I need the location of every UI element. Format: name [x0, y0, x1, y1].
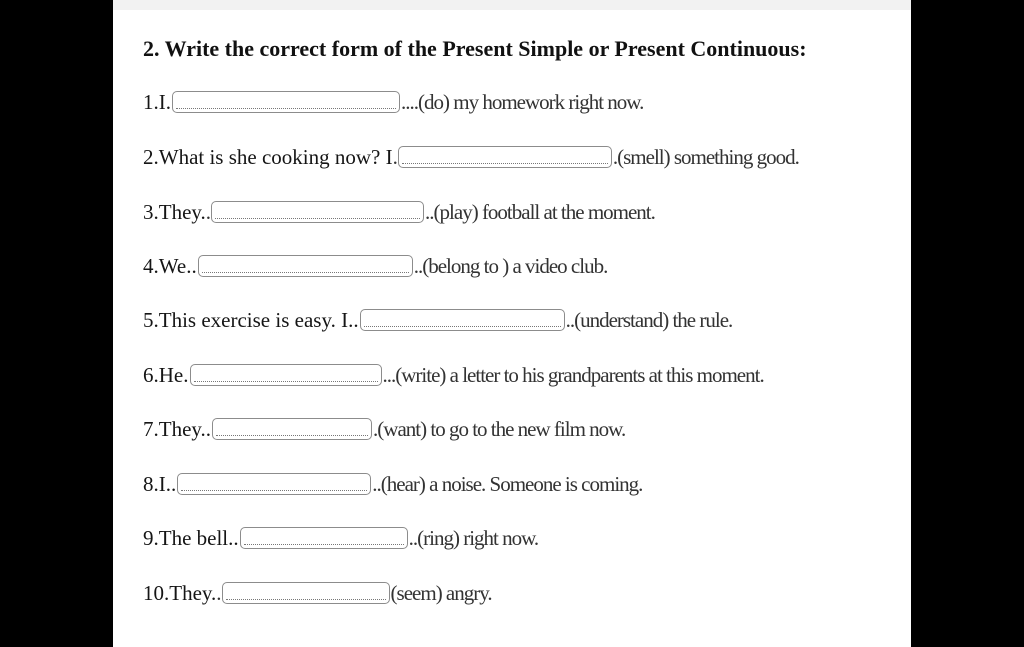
item-1-answer-box[interactable]: [172, 91, 400, 113]
item-4-answer-box[interactable]: [198, 255, 413, 277]
item-1-suffix: ....(do) my homework right now.: [401, 89, 644, 114]
item-5-prefix: 5.This exercise is easy. I..: [143, 307, 359, 332]
exercise-title: 2. Write the correct form of the Present Simple or Present Continuous:: [143, 36, 807, 61]
exercise-item-8: [143, 469, 642, 499]
item-2-answer-box[interactable]: [398, 146, 612, 168]
exercise-item-1: [143, 87, 643, 117]
item-2-lead: .: [392, 144, 397, 169]
item-10-lead: .: [216, 580, 221, 605]
item-8-prefix: 8.I..: [143, 471, 177, 496]
item-8-suffix: ..(hear) a noise. Someone is coming.: [372, 471, 643, 496]
item-4-suffix: ..(belong to ) a video club.: [413, 253, 608, 278]
exercise-item-2: [143, 142, 799, 172]
exercise-item-7: [143, 414, 625, 444]
exercise-item-9: [143, 523, 538, 553]
item-9-suffix: ..(ring) right now.: [408, 525, 539, 550]
page-top-edge: [113, 0, 911, 10]
exercise-item-5: [143, 305, 732, 335]
item-9-answer-box[interactable]: [240, 527, 408, 549]
item-2-suffix: .(smell) something good.: [612, 144, 799, 169]
item-6-prefix: 6.He.: [143, 362, 189, 387]
item-10-prefix: 10.They.: [143, 580, 217, 605]
item-7-answer-box[interactable]: [212, 418, 372, 440]
item-10-suffix: (seem) angry.: [390, 580, 492, 605]
exercise-item-4: [143, 251, 607, 281]
item-5-suffix: ..(understand) the rule.: [565, 307, 733, 332]
item-6-suffix: ...(write) a letter to his grandparents at this moment.: [382, 362, 764, 387]
item-7-suffix: .(want) to go to the new film now.: [373, 416, 626, 441]
exercise-item-10: [143, 578, 492, 608]
item-10-answer-box[interactable]: [222, 582, 390, 604]
item-3-prefix: 3.They.: [143, 199, 206, 224]
worksheet-page: [113, 0, 911, 647]
exercise-item-3: [143, 197, 655, 227]
item-3-suffix: ..(play) football at the moment.: [425, 199, 655, 224]
item-3-lead: .: [205, 199, 211, 224]
item-9-prefix: 9.The bell..: [143, 525, 239, 550]
item-1-prefix: 1.I.: [143, 89, 171, 114]
item-7-prefix: 7.They..: [143, 416, 212, 441]
item-5-answer-box[interactable]: [360, 309, 565, 331]
item-4-prefix: 4.We..: [143, 253, 197, 278]
exercise-item-6: [143, 360, 764, 390]
item-8-answer-box[interactable]: [177, 473, 371, 495]
item-3-answer-box[interactable]: [211, 201, 424, 223]
item-2-prefix: 2.What is she cooking now? I: [143, 144, 393, 169]
item-6-answer-box[interactable]: [190, 364, 382, 386]
